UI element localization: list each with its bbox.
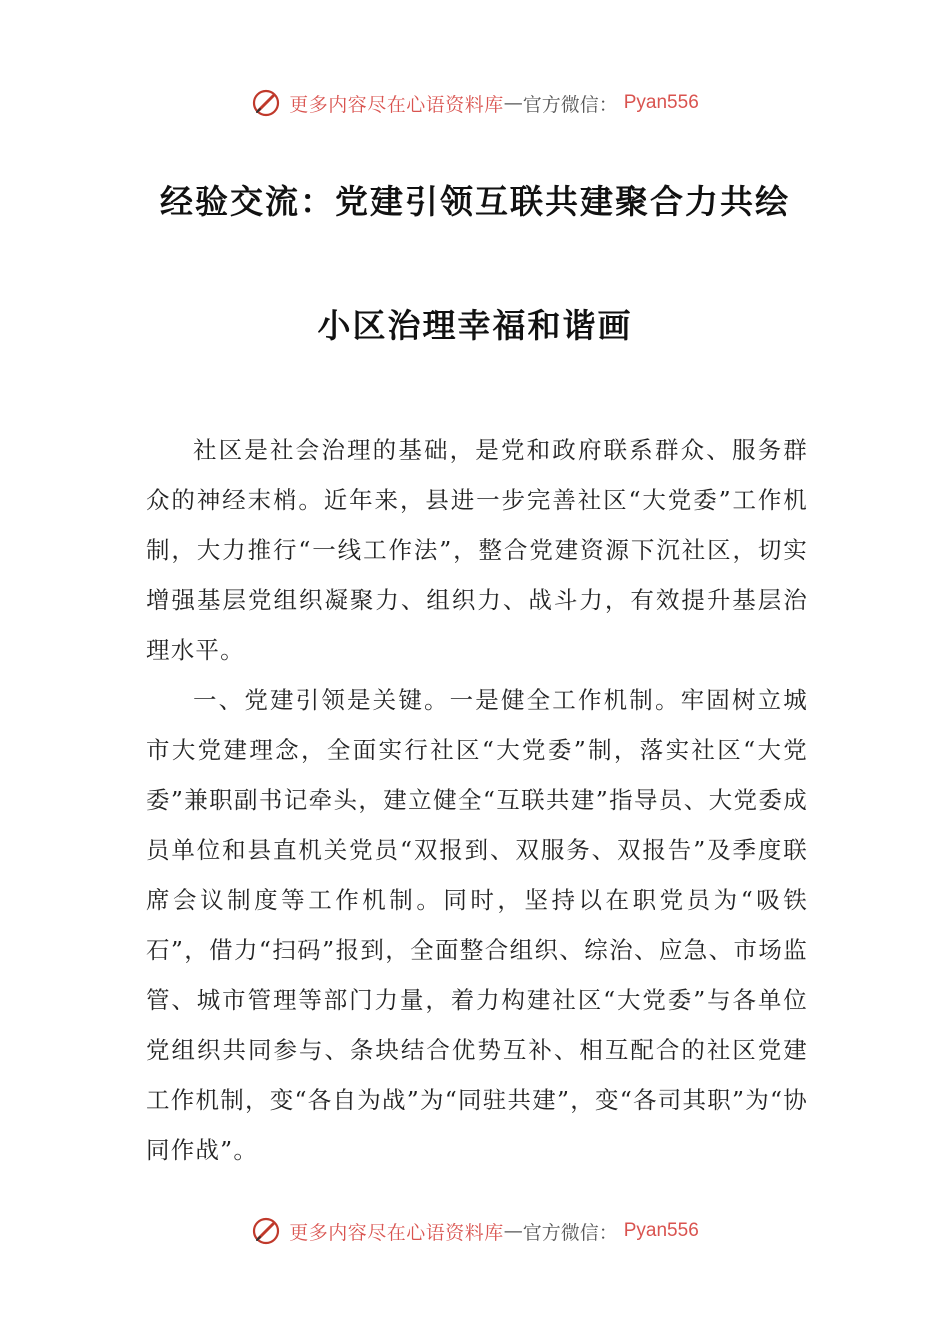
site-name: 更多内容尽在心语资料库: [289, 1221, 504, 1244]
banner-separator: —: [503, 92, 523, 114]
document-title-line-1: 经验交流：党建引领互联共建聚合力共绘: [160, 182, 790, 221]
document-title-line-2: 小区治理幸福和谐画: [317, 306, 633, 345]
header-watermark: [0, 83, 950, 123]
pen-logo-icon: [251, 1216, 281, 1246]
wechat-label: 官方微信：: [522, 1221, 618, 1244]
wechat-label: 官方微信：: [522, 93, 618, 116]
paragraph-section-1: 一、党建引领是关键。一是健全工作机制。牢固树立城市大党建理念，全面实行社区“大党委”制，落实社区“大党委”兼职副书记牵头，建立健全“互联共建”指导员、大党委成员单位和县直机关党员“双报到、双服务、双报告”及季度联席会议制度等工作机制。同时，坚持以在职党员为“吸铁石”，借力“扫码”报到，全面整合组织、综治、应急、市场监管、城市管理等部门力量，着力构建社区“大党委”与各单位党组织共同参与、条块结合优势互补、相互配合的社区党建工作机制，变“各自为战”为“同驻共建”，变“各司其职”为“协同作战”。: [146, 686, 808, 1164]
banner-separator: —: [503, 1220, 523, 1242]
wechat-id: Pyan556: [623, 92, 699, 113]
document-body: [146, 425, 808, 1175]
wechat-id: Pyan556: [623, 1220, 699, 1241]
pen-logo-icon: [251, 88, 281, 118]
paragraph-intro: 社区是社会治理的基础，是党和政府联系群众、服务群众的神经末梢。近年来，县进一步完善社区“大党委”工作机制，大力推行“一线工作法”，整合党建资源下沉社区，切实增强基层党组织凝聚力、组织力、战斗力，有效提升基层治理水平。: [146, 436, 808, 664]
site-name: 更多内容尽在心语资料库: [289, 93, 504, 116]
footer-watermark: [0, 1211, 950, 1251]
